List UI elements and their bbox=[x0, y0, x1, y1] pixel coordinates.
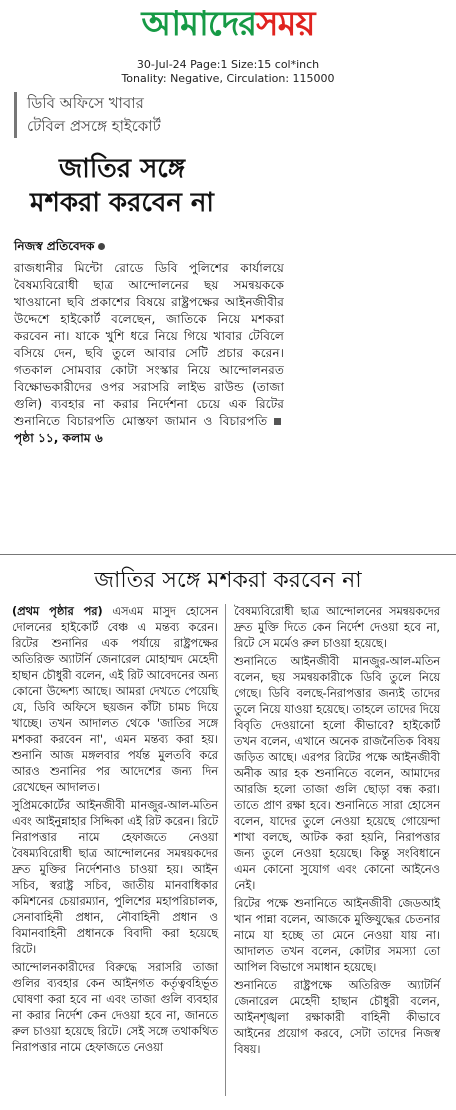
byline-text: নিজস্ব প্রতিবেদক bbox=[14, 239, 95, 253]
kicker-line: টেবিল প্রসঙ্গে হাইকোর্ট bbox=[27, 117, 161, 135]
kicker-line: ডিবি অফিসে খাবার bbox=[27, 94, 144, 112]
continuation-prefix: (প্রথম পৃষ্ঠার পর) bbox=[12, 605, 103, 618]
jump-text: পৃষ্ঠা ১১, কলাম ৬ bbox=[14, 431, 103, 445]
article-kicker bbox=[14, 92, 284, 138]
paragraph: রিটের পক্ষে শুনানিতে আইনজীবী জেডআই খান পান্না বলেন, আজকে মুক্তিযুদ্ধের চেতনার নামে যা হচ্ছে তা মেনে নেওয়া যায় না। আদালত তখন বলেন, কোটার সমস্যা তো আপিল বিভাগে সমাধান হয়েছে। bbox=[234, 897, 440, 974]
paragraph: সুপ্রিমকোর্টের আইনজীবী মানজুর-আল-মতিন এবং আইনুন্নাহার সিদ্দিকা এই রিট করেন। রিটে নিরাপত্তার নামে হেফাজতে নেওয়া বৈষম্যবিরোধী ছাত্র আন্দোলনের সমন্বয়কদের দ্রুত মুক্তির নির্দেশনাও চাওয়া হয়। আইন সচিব, স্বরাষ্ট্র সচিব, জাতীয় মানবাধিকার কমিশনের চেয়ারম্যান, পুলিশের মহাপরিচালক, সেনাবাহিনী প্রধান, নৌবাহিনী প্রধান ও বিমানবাহিনী প্রধানকে বিবাদী করা হয়েছে রিটে। bbox=[12, 799, 218, 956]
masthead-logo bbox=[0, 0, 456, 50]
article-headline: জাতির সঙ্গে মশকরা করবেন না bbox=[30, 154, 214, 218]
paragraph: আন্দোলনকারীদের বিরুদ্ধে সরাসরি তাজা গুলির ব্যবহার কেন আইনগত কর্তৃত্ববহির্ভূত ঘোষণা করা হবে না এবং তাজা গুলি ব্যবহার না করার নির্দেশ কেন দেওয়া হবে না, জানতে রুল চাওয়া হয়েছে রিটে। সেই সঙ্গে তথাকথিত নিরাপত্তার নামে হেফাজতে নেওয়া bbox=[12, 961, 218, 1054]
section-divider bbox=[0, 554, 456, 555]
article-body-text: রাজধানীর মিন্টো রোডে ডিবি পুলিশের কার্যালয়ে বৈষম্যবিরোধী ছাত্র আন্দোলনের ছয় সমন্বয়ককে খাওয়ানো ছবি প্রকাশের বিষয়ে রাষ্ট্রপক্ষের আইনজীবীর উদ্দেশে হাইকোর্ট বলেছেন, জাতিকে নিয়ে মশকরা করবেন না। যাকে খুশি ধরে নিয়ে গিয়ে খাবার টেবিলে বসিয়ে দেন, ছবি তুলে আবার সেটি প্রচার করেন। গতকাল সোমবার কোটা সংস্কার নিয়ে আন্দোলনরত বিক্ষোভকারীদের ওপর সরাসরি লাইভ রাউন্ড (তাজা গুলি) ব্যবহার না করার নির্দেশনা চেয়ে এক রিটের শুনানিতে বিচারপতি মোস্তফা জামান ও বিচারপতি bbox=[14, 261, 284, 428]
paragraph: শুনানিতে রাষ্ট্রপক্ষে অতিরিক্ত অ্যাটর্নি জেনারেল মেহেদী হাছান চৌধুরী বলেন, আইনশৃঙ্খলা রক্ষাকারী বাহিনী কীভাবে আইনের প্রয়োগ করবে, সেটা তাদের নিজস্ব বিষয়। bbox=[234, 979, 440, 1056]
masthead-part2: সময় bbox=[256, 4, 315, 44]
front-page-article bbox=[14, 92, 284, 447]
clip-meta-line1: 30-Jul-24 Page:1 Size:15 col*inch bbox=[136, 58, 320, 71]
continuation-column-left bbox=[12, 604, 218, 1058]
article-body bbox=[14, 260, 284, 447]
square-bullet-icon bbox=[274, 418, 281, 425]
masthead-part1: আমাদের bbox=[141, 4, 257, 44]
continuation-column-right bbox=[234, 604, 440, 1060]
bullet-icon bbox=[98, 243, 105, 250]
masthead-wordmark bbox=[142, 2, 315, 46]
paragraph: শুনানিতে আইনজীবী মানজুর-আল-মতিন বলেন, ছয় সমন্বয়কারীকে ডিবি তুলে নিয়ে গেছে। ডিবি বলছে-নিরাপত্তার জন্যই তাদের তুলে নিয়ে যাওয়া হয়েছে। তাহলে তাদের দিয়ে বিবৃতি দেওয়ানো হলো কীভাবে? হাইকোর্ট তখন বলেন, এখানে অনেক রাজনৈতিক বিষয় জড়িত আছে। এরপর রিটের পক্ষে আইনজীবী অনীক আর হক শুনানিতে বলেন, আমাদের আরজি হলো তাজা গুলি ছোড়া বন্ধ করা। তাতে প্রাণ রক্ষা হবে। শুনানিতে সারা হোসেন বলেন, যাদের তুলে নেওয়া হয়েছে গোয়েন্দা শাখা বলছে, আটক করা হয়নি, নিরাপত্তার জন্য তুলে নেওয়া হয়েছে। কিন্তু সংবিধানে এমন কোনো সুযোগ এবং কোনো আইনেও নেই। bbox=[234, 655, 440, 892]
continuation-headline: জাতির সঙ্গে মশকরা করবেন না bbox=[94, 568, 362, 593]
clip-meta-line2: Tonality: Negative, Circulation: 115000 bbox=[121, 72, 335, 85]
article-byline bbox=[14, 238, 284, 258]
paragraph-text: এসএম মাসুদ হোসেন দোলনের হাইকোর্ট বেঞ্চ এ মন্তব্য করেন। রিটের শুনানির এক পর্যায়ে রাষ্ট্রপক্ষের অতিরিক্ত অ্যাটর্নি জেনারেল মোহাম্মদ মেহেদী হাছান চৌধুরী বলেন, এই রিট আবেদনের অন্য কোনো উদ্দেশ্য আছে। আমরা দেখতে পেয়েছি যে, ডিবি অফিসে ছয়জন কাঁটা চামচ দিয়ে খাচ্ছে। তখন আদালত থেকে 'জাতির সঙ্গে মশকরা করবেন না', এমন মন্তব্য করা হয়। শুনানি আজ মঙ্গলবার পর্যন্ত মুলতবি করে আরও শুনানির পর আদেশের জন্য দিন রেখেছেন আদালত। bbox=[12, 605, 219, 794]
paragraph: বৈষম্যবিরোধী ছাত্র আন্দোলনের সমন্বয়কদের দ্রুত মুক্তি দিতে কেন নির্দেশ দেওয়া হবে না, রিটে সে মর্মেও রুল চাওয়া হয়েছে। bbox=[234, 605, 440, 650]
column-divider bbox=[225, 604, 226, 1096]
paragraph bbox=[12, 604, 218, 796]
